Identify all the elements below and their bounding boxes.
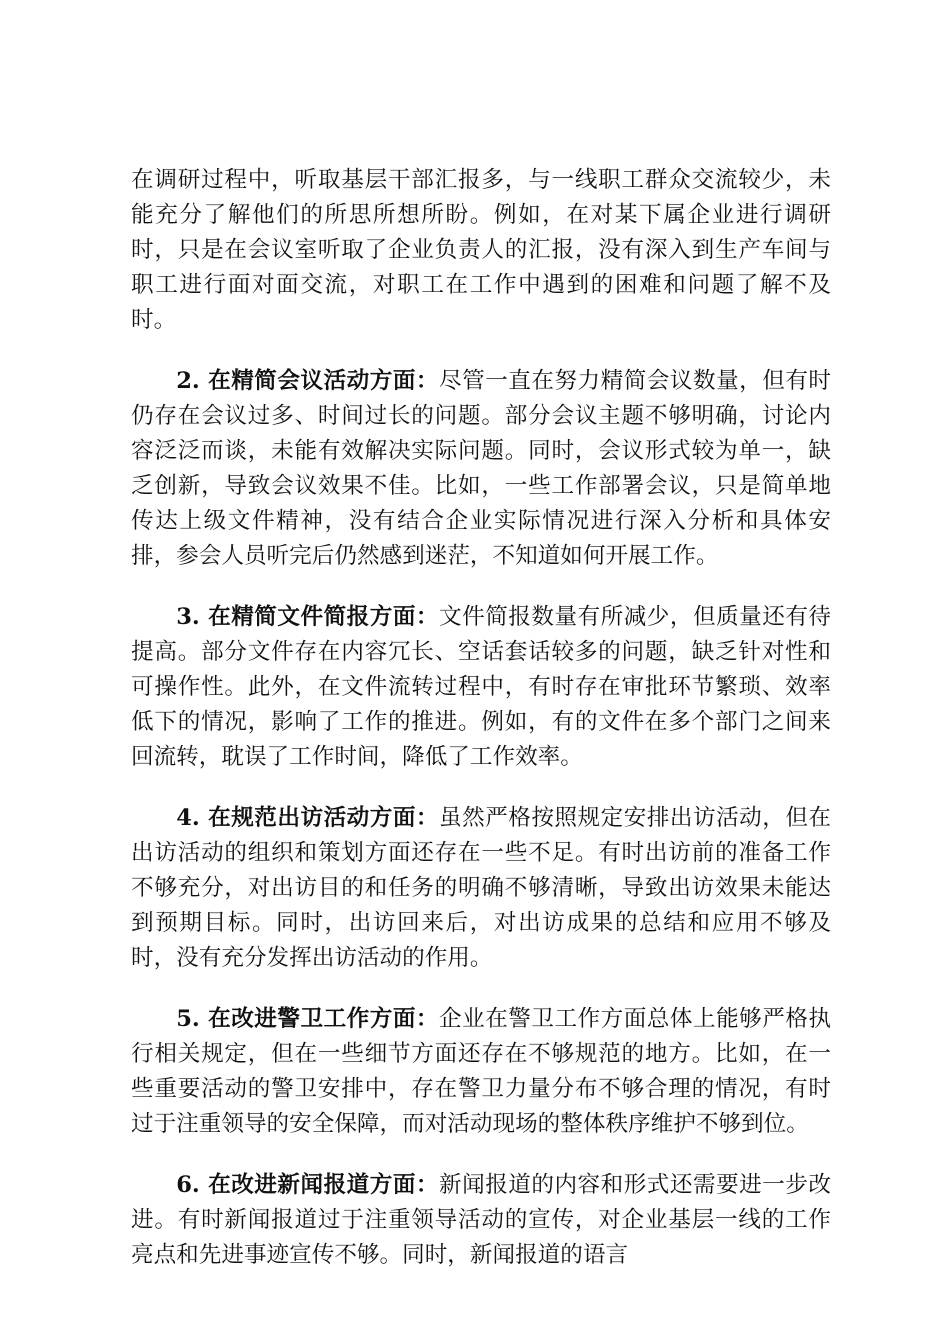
document-body xyxy=(131,163,831,1299)
paragraph-text: 虽然严格按照规定安排出访活动，但在出访活动的组织和策划方面还存在一些不足。有时出访前的准备工作不够充分，对出访目的和任务的明确不够清晰，导致出访效果未能达到预期目标。同时，出访回来后，对出访成果的总结和应用不够及时，没有充分发挥出访活动的作用。 xyxy=(131,805,832,971)
paragraph-meetings xyxy=(131,364,831,574)
paragraph-heading: 4. 在规范出访活动方面： xyxy=(176,805,440,831)
paragraph-documents xyxy=(131,600,831,775)
paragraph-news xyxy=(131,1168,831,1273)
paragraph-heading: 2. 在精简会议活动方面： xyxy=(176,368,440,394)
paragraph-heading: 3. 在精简文件简报方面： xyxy=(176,604,440,630)
paragraph-heading: 5. 在改进警卫工作方面： xyxy=(176,1006,440,1032)
paragraph-text: 企业在警卫工作方面总体上能够严格执行相关规定，但在一些细节方面还存在不够规范的地方。比如，在一些重要活动的警卫安排中，存在警卫力量分布不够合理的情况，有时过于注重领导的安全保障，而对活动现场的整体秩序维护不够到位。 xyxy=(131,1006,832,1137)
paragraph-text: 在调研过程中，听取基层干部汇报多，与一线职工群众交流较少，未能充分了解他们的所思所想所盼。例如，在对某下属企业进行调研时，只是在会议室听取了企业负责人的汇报，没有深入到生产车间与职工进行面对面交流，对职工在工作中遇到的困难和问题了解不及时。 xyxy=(131,167,831,333)
paragraph-text: 尽管一直在努力精简会议数量，但有时仍存在会议过多、时间过长的问题。部分会议主题不够明确，讨论内容泛泛而谈，未能有效解决实际问题。同时，会议形式较为单一，缺乏创新，导致会议效果不佳。比如，一些工作部署会议，只是简单地传达上级文件精神，没有结合企业实际情况进行深入分析和具体安排，参会人员听完后仍然感到迷茫，不知道如何开展工作。 xyxy=(131,368,832,569)
paragraph-visits xyxy=(131,801,831,976)
paragraph-heading: 6. 在改进新闻报道方面： xyxy=(176,1172,440,1198)
paragraph-security xyxy=(131,1002,831,1142)
paragraph-text: 文件简报数量有所减少，但质量还有待提高。部分文件存在内容冗长、空话套话较多的问题，缺乏针对性和可操作性。此外，在文件流转过程中，有时存在审批环节繁琐、效率低下的情况，影响了工作的推进。例如，有的文件在多个部门之间来回流转，耽误了工作时间，降低了工作效率。 xyxy=(131,604,832,770)
paragraph-continuation xyxy=(131,163,831,338)
paragraph-text: 新闻报道的内容和形式还需要进一步改进。有时新闻报道过于注重领导活动的宣传，对企业基层一线的工作亮点和先进事迹宣传不够。同时，新闻报道的语言 xyxy=(131,1172,832,1268)
